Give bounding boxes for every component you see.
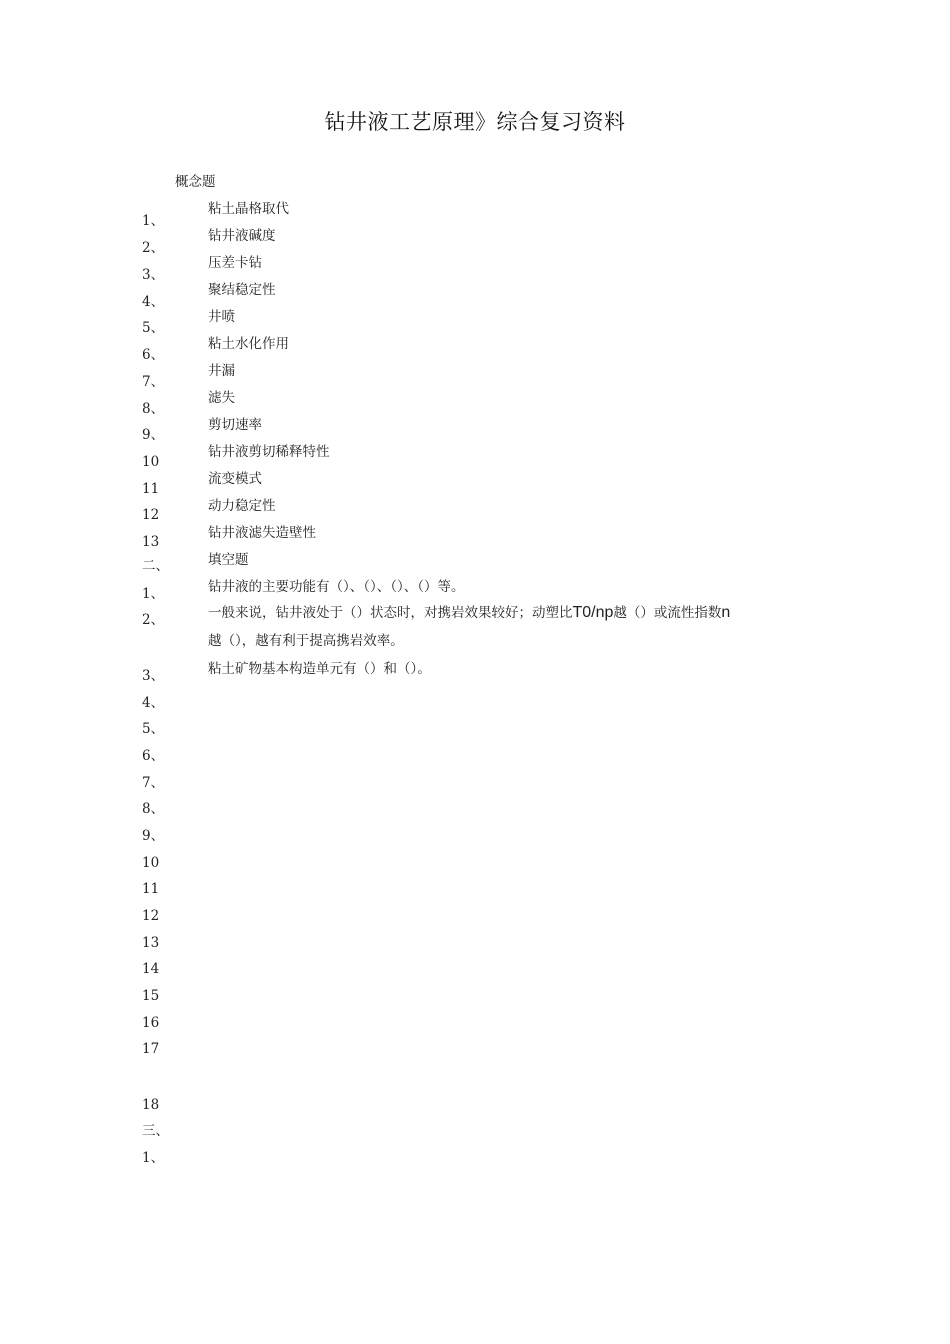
concept-item: 剪切速率 (208, 417, 262, 433)
question-number: 11 (142, 881, 160, 897)
concept-item: 粘土晶格取代 (208, 201, 289, 217)
item-number: 1、 (142, 213, 165, 229)
question-number: 18 (142, 1097, 160, 1113)
item-number: 6、 (142, 347, 165, 363)
item-number: 12 (142, 507, 160, 523)
item-number: 2、 (142, 240, 165, 256)
question-number: 7、 (142, 775, 165, 791)
concept-item: 井漏 (208, 363, 235, 379)
question-number: 6、 (142, 748, 165, 764)
question-number: 14 (142, 961, 160, 977)
item-number: 10 (142, 454, 160, 470)
section-heading-fill-blanks: 填空题 (208, 552, 249, 568)
concept-item: 动力稳定性 (208, 498, 276, 514)
item-number: 13 (142, 534, 160, 550)
fill-question: 钻井液的主要功能有（）、（）、（）、（）等。 (208, 579, 465, 595)
section-heading-concepts: 概念题 (175, 174, 216, 190)
section-number: 三、 (142, 1123, 169, 1139)
formula-ratio: T0/np (572, 604, 614, 621)
question-number: 16 (142, 1015, 160, 1031)
question-number: 8、 (142, 801, 165, 817)
item-number: 4、 (142, 294, 165, 310)
question-number: 1、 (142, 1150, 165, 1166)
concept-item: 钻井液碱度 (208, 228, 276, 244)
concept-item: 钻井液剪切稀释特性 (208, 444, 330, 460)
concept-item: 粘土水化作用 (208, 336, 289, 352)
item-number: 7、 (142, 374, 165, 390)
question-number: 10 (142, 855, 160, 871)
concept-item: 压差卡钻 (208, 255, 262, 271)
question-number: 15 (142, 988, 160, 1004)
section-number: 二、 (142, 558, 169, 574)
item-number: 8、 (142, 401, 165, 417)
text-segment: 越（）或流性指数 (613, 605, 722, 621)
document-title: 钻井液工艺原理》综合复习资料 (324, 110, 626, 134)
question-number: 4、 (142, 695, 165, 711)
question-number: 5、 (142, 721, 165, 737)
item-number: 11 (142, 481, 160, 497)
fill-question: 粘土矿物基本构造单元有（）和（）。 (208, 661, 431, 677)
question-number: 3、 (142, 668, 165, 684)
concept-item: 聚结稳定性 (208, 282, 276, 298)
concept-item: 井喷 (208, 309, 235, 325)
concept-item: 滤失 (208, 390, 235, 406)
question-number: 17 (142, 1041, 160, 1057)
fill-question-line (208, 604, 730, 622)
question-number: 1、 (142, 586, 165, 602)
item-number: 9、 (142, 427, 165, 443)
question-number: 9、 (142, 828, 165, 844)
item-number: 3、 (142, 267, 165, 283)
item-number: 5、 (142, 320, 165, 336)
fill-question-line: 越（），越有利于提高携岩效率。 (208, 633, 404, 649)
question-number: 2、 (142, 612, 165, 628)
text-segment: 一般来说，钻井液处于（）状态时，对携岩效果较好；动塑比 (208, 605, 573, 621)
question-number: 13 (142, 935, 160, 951)
formula-n: n (721, 604, 731, 621)
question-number: 12 (142, 908, 160, 924)
concept-item: 钻井液滤失造壁性 (208, 525, 316, 541)
concept-item: 流变模式 (208, 471, 262, 487)
